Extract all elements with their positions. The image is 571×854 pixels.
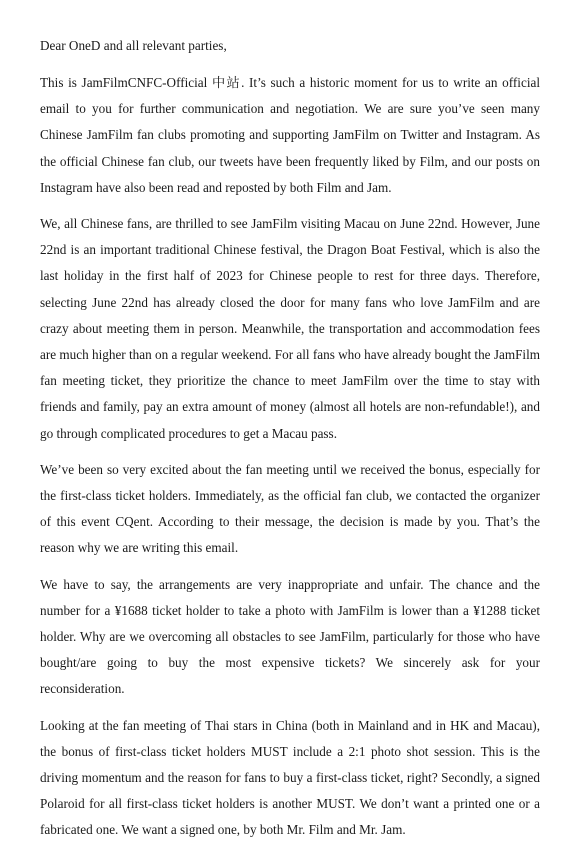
salutation: Dear OneD and all relevant parties, — [40, 38, 227, 53]
paragraph-requests: Looking at the fan meeting of Thai stars in China (both in Mainland and in HK and Macau), the bonus of first-class ticket holders MUST include a 2:1 photo shot session. This is the driving momentum and the reason for fans to buy a first-class ticket, right? Secondly, a signed Polaroid for all first-class ticket holders is another MUST. We don’t want a printed one or a fabricated one. We want a signed one, by both Mr. Film and Mr. Jam. — [40, 717, 540, 838]
paragraph-introduction: This is JamFilmCNFC-Official 中站. It’s such a historic moment for us to write an official email to you for further communication and negotiation. We are sure you’ve seen many Chinese JamFilm fan clubs promoting and supporting JamFilm on Twitter and Instagram. As the official Chinese fan club, our tweets have been frequently liked by Film, and our posts on Instagram have also been read and reposted by both Film and Jam. — [40, 75, 540, 195]
paragraph-bonus-contact: We’ve been so very excited about the fan meeting until we received the bonus, especially for the first-class ticket holders. Immediately, as the official fan club, we contacted the organizer of this event CQent. According to their message, the decision is made by you. That’s the reason why we are writing this email. — [40, 461, 540, 556]
paragraph-date-concerns: We, all Chinese fans, are thrilled to see JamFilm visiting Macau on June 22nd. However, June 22nd is an important traditional Chinese festival, the Dragon Boat Festival, which is also the last holiday in the first half of 2023 for Chinese people to rest for three days. Therefore, selecting June 22nd has already closed the door for many fans who love JamFilm and are crazy about meeting them in person. Meanwhile, the transportation and accommodation fees are much higher than on a regular weekend. For all fans who have already bought the JamFilm fan meeting ticket, they prioritize the chance to meet JamFilm over the time to stay with friends and family, pay an extra amount of money (almost all hotels are non-refundable!), and go through complicated procedures to get a Macau pass. — [40, 216, 540, 441]
letter-body — [40, 36, 540, 854]
paragraph-arrangement-fairness: We have to say, the arrangements are very inappropriate and unfair. The chance and the number for a ¥1688 ticket holder to take a photo with JamFilm is lower than a ¥1288 ticket holder. Why are we overcoming all obstacles to see JamFilm, particularly for those who have bought/are going to buy the most expensive tickets? We sincerely ask for your reconsideration. — [40, 576, 540, 697]
